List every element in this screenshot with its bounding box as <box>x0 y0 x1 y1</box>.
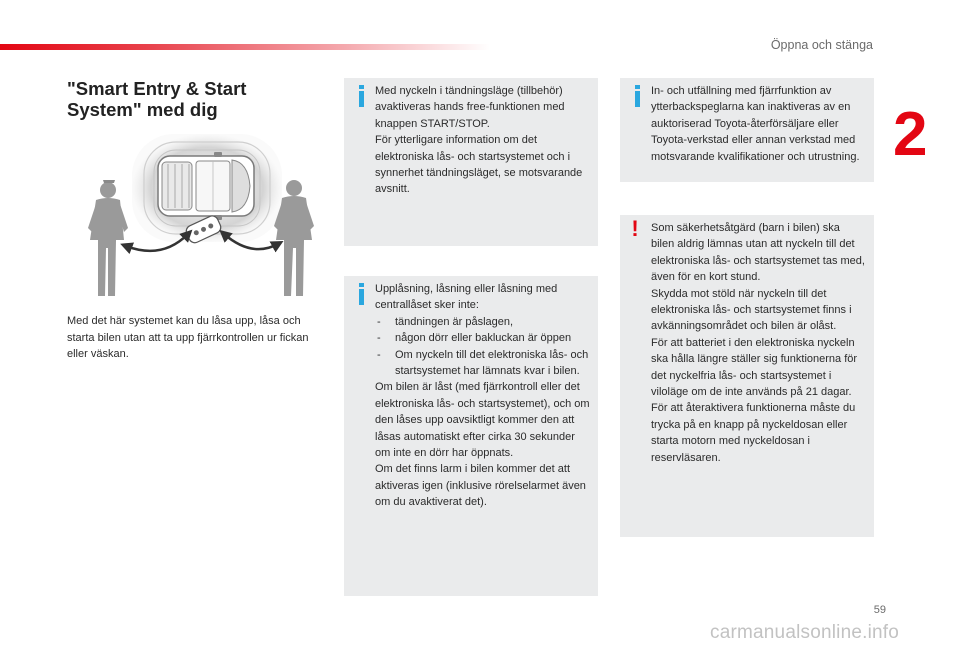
page-heading-line2: System" med dig <box>67 99 218 120</box>
info-box-ignition <box>344 78 598 246</box>
smart-entry-illustration <box>78 128 332 300</box>
box-text: Om det finns larm i bilen kommer det att aktiveras igen (inklusive rörelselarmet även om du avaktiverat det). <box>375 463 586 509</box>
intro-paragraph: Med det här systemet kan du låsa upp, låsa och starta bilen utan att ta upp fjärrkontrollen ur fickan eller väskan. <box>67 315 309 360</box>
chapter-number: 2 <box>893 100 928 169</box>
info-icon <box>632 85 642 107</box>
section-title: Öppna och stänga <box>770 38 873 52</box>
box-text: Om bilen är låst (med fjärrkontroll eller det elektroniska lås- och startsystemet), och om den låses upp oavsiktligt kommer den att låsas automatiskt efter cirka 30 sekunder om inte en dörr har öppnats. <box>375 381 590 460</box>
box-text: För ytterligare information om det elektroniska lås- och startsystemet och i synnerhet tändningsläget, se motsvarande avsnitt. <box>375 134 583 196</box>
page-number: 59 <box>873 604 886 616</box>
box-text: Som säkerhetsåtgärd (barn i bilen) ska bilen aldrig lämnas utan att nyckeln till det elektroniska lås- och startsystemet tas med, även för en kort stund. <box>651 222 865 284</box>
person-left-icon <box>88 180 128 296</box>
box-text: Skydda mot stöld när nyckeln till det elektroniska lås- och startsystemet finns i avkänningsområdet och bilen är olåst. <box>651 287 852 333</box>
box-text: In- och utfällning med fjärrfunktion av ytterbackspeglarna kan inaktiveras av en auktoriserad Toyota-återförsäljare eller Toyota-verkstad eller annan verkstad med motsvarande kvalifikationer och utrustning. <box>651 85 860 163</box>
list-item: - Om nyckeln till det elektroniska lås- och startsystemet har lämnats kvar i bilen. <box>375 347 590 380</box>
info-icon <box>356 283 366 305</box>
box-text: För att batteriet i den elektroniska nyckeln ska hålla längre ställer sig funktionerna för det nyckelfria lås- och startsystemet i viloläge om de inte används på 21 dagar. <box>651 336 858 399</box>
watermark: carmanualsonline.info <box>710 622 900 643</box>
condition-list <box>375 314 590 380</box>
warning-icon: ! <box>631 216 639 241</box>
page-heading <box>67 78 327 120</box>
box-text: För att återaktivera funktionerna måste du trycka på en knapp på nyckeldosan eller starta motorn med nyckeldosan i reservläsaren. <box>651 402 856 464</box>
info-box-mirrors <box>620 78 874 182</box>
warning-box-safety <box>620 215 874 537</box>
info-icon <box>356 85 366 107</box>
info-box-locking-conditions <box>344 276 598 596</box>
list-item: - tändningen är påslagen, <box>375 314 590 330</box>
page-heading-line1: "Smart Entry & Start <box>67 78 247 99</box>
header-accent-bar <box>0 44 490 50</box>
car-top-view <box>158 152 254 220</box>
box-intro: Upplåsning, låsning eller låsning med centrallåset sker inte: <box>375 283 558 312</box>
list-item: - någon dörr eller bakluckan är öppen <box>375 330 590 346</box>
box-text: Med nyckeln i tändningsläge (tillbehör) avaktiveras hands free-funktionen med knappen START/STOP. <box>375 85 565 130</box>
